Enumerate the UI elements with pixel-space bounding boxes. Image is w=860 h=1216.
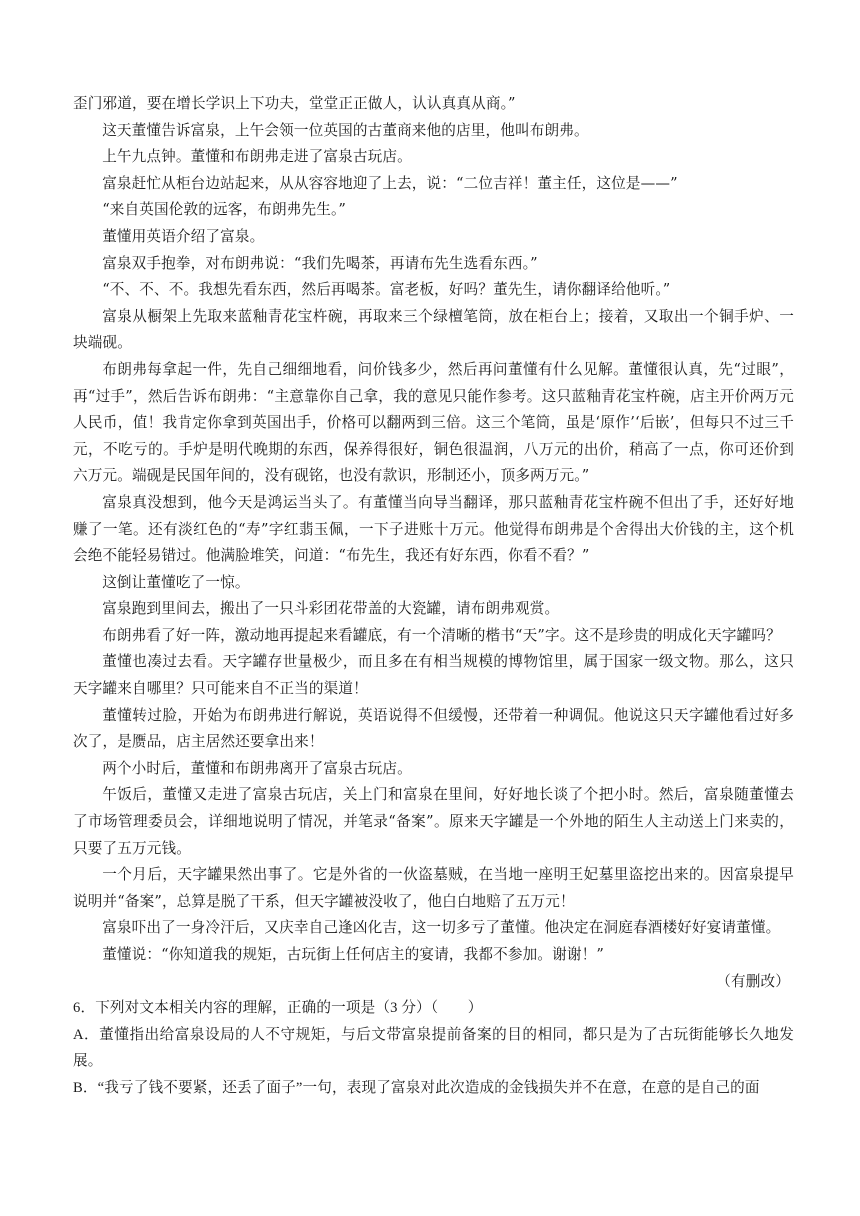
question-block (73, 995, 794, 1101)
story-paragraph: 富泉吓出了一身冷汗后，又庆幸自己逢凶化吉，这一切多亏了董懂。他决定在洞庭春酒楼好好宴请董懂。 (102, 919, 781, 937)
story-body (73, 91, 794, 969)
story-paragraph: 富泉从橱架上先取来蓝釉青花宝杵碗，再取来三个绿檀笔筒，放在柜台上；接着，又取出一个铜手炉、一块端砚。 (73, 307, 794, 352)
story-paragraph: 董懂也凑过去看。天字罐存世量极少，而且多在有相当规模的博物馆里，属于国家一级文物。那么，这只天字罐来自哪里？只可能来自不正当的渠道！ (73, 653, 794, 698)
story-paragraph: 布朗弗每拿起一件，先自己细细地看，问价钱多少，然后再问董懂有什么见解。董懂很认真，先“过眼”，再“过手”，然后告诉布朗弗：“主意靠你自己拿，我的意见只能作参考。这只蓝釉青花宝杵碗，店主开价两万元人民币，值！我肯定你拿到英国出手，价格可以翻两到三倍。这三个笔筒，虽是‘原作’‘后嵌’，但每只不过三千元，不吃亏的。手炉是明代晚期的东西，保养得很好，铜色很温润，八万元的出价，稍高了一点，你可还价到六万元。端砚是民国年间的，没有砚铭，也没有款识，形制还小，顶多两万元。” (73, 360, 794, 485)
story-paragraph: 富泉真没想到，他今天是鸿运当头了。有董懂当向导当翻译，那只蓝釉青花宝杵碗不但出了手，还好好地赚了一笔。还有淡红色的“寿”字红翡玉佩，一下子进账十万元。他觉得布朗弗是个舍得出大价钱的主，这个机会绝不能轻易错过。他满脸堆笑，问道：“布先生，我还有好东西，你看不看？” (73, 493, 794, 565)
story-paragraph: 董懂说：“你知道我的规矩，古玩街上任何店主的宴请，我都不参加。谢谢！” (102, 946, 604, 963)
story-paragraph: 董懂转过脸，开始为布朗弗进行解说，英语说得不但缓慢，还带着一种调侃。他说这只天字罐他看过好多次了，是赝品，店主居然还要拿出来！ (73, 706, 794, 751)
story-paragraph: 布朗弗看了好一阵，激动地再提起来看罐底，有一个清晰的楷书“天”字。这不是珍贵的明成化天字罐吗？ (102, 626, 781, 644)
story-paragraph: 午饭后，董懂又走进了富泉古玩店，关上门和富泉在里间，好好地长谈了个把小时。然后，富泉随董懂去了市场管理委员会，详细地说明了情况，并笔录“备案”。原来天字罐是一个外地的陌生人主动送上门来卖的，只要了五万元钱。 (73, 786, 794, 857)
question-stem: 6．下列对文本相关内容的理解，正确的一项是（3 分）（ ） (73, 1000, 483, 1017)
story-paragraph: 富泉双手抱拳，对布朗弗说：“我们先喝茶，再请布先生选看东西。” (102, 254, 538, 272)
source-attribution: （有删改） (716, 972, 790, 990)
story-paragraph: 富泉赶忙从柜台边站起来，从从容容地迎了上去，说：“二位吉祥！董主任，这位是——” (102, 174, 678, 192)
story-paragraph: 这天董懂告诉富泉，上午会领一位英国的古董商来他的店里，他叫布朗弗。 (102, 121, 589, 139)
story-paragraph: 富泉跑到里间去，搬出了一只斗彩团花带盖的大瓷罐，请布朗弗观赏。 (102, 600, 560, 618)
story-paragraph: 上午九点钟。董懂和布朗弗走进了富泉古玩店。 (102, 148, 412, 166)
question-option-b: B．“我亏了钱不要紧，还丢了面子”一句，表现了富泉对此次造成的金钱损失并不在意，在意的是自己的面 (73, 1079, 760, 1096)
story-paragraph: 这倒让董懂吃了一惊。 (102, 573, 250, 591)
story-paragraph: 董懂用英语介绍了富泉。 (102, 227, 265, 245)
story-paragraph: 两个小时后，董懂和布朗弗离开了富泉古玩店。 (102, 759, 412, 777)
story-paragraph: 歪门邪道，要在增长学识上下功夫，堂堂正正做人，认认真真从商。” (73, 95, 516, 112)
question-option-a: A．董懂指出给富泉设局的人不守规矩，与后文带富泉提前备案的目的相同，都只是为了古玩街能够长久地发展。 (73, 1026, 794, 1070)
story-paragraph: “来自英国伦敦的远客，布朗弗先生。” (102, 201, 347, 219)
story-paragraph: “不、不、不。我想先看东西，然后再喝茶。富老板，好吗？董先生，请你翻译给他听。” (102, 281, 671, 299)
story-paragraph: 一个月后，天字罐果然出事了。它是外省的一伙盗墓贼，在当地一座明王妃墓里盗挖出来的。因富泉提早说明并“备案”，总算是脱了干系，但天字罐被没收了，他白白地赔了五万元！ (73, 866, 794, 910)
